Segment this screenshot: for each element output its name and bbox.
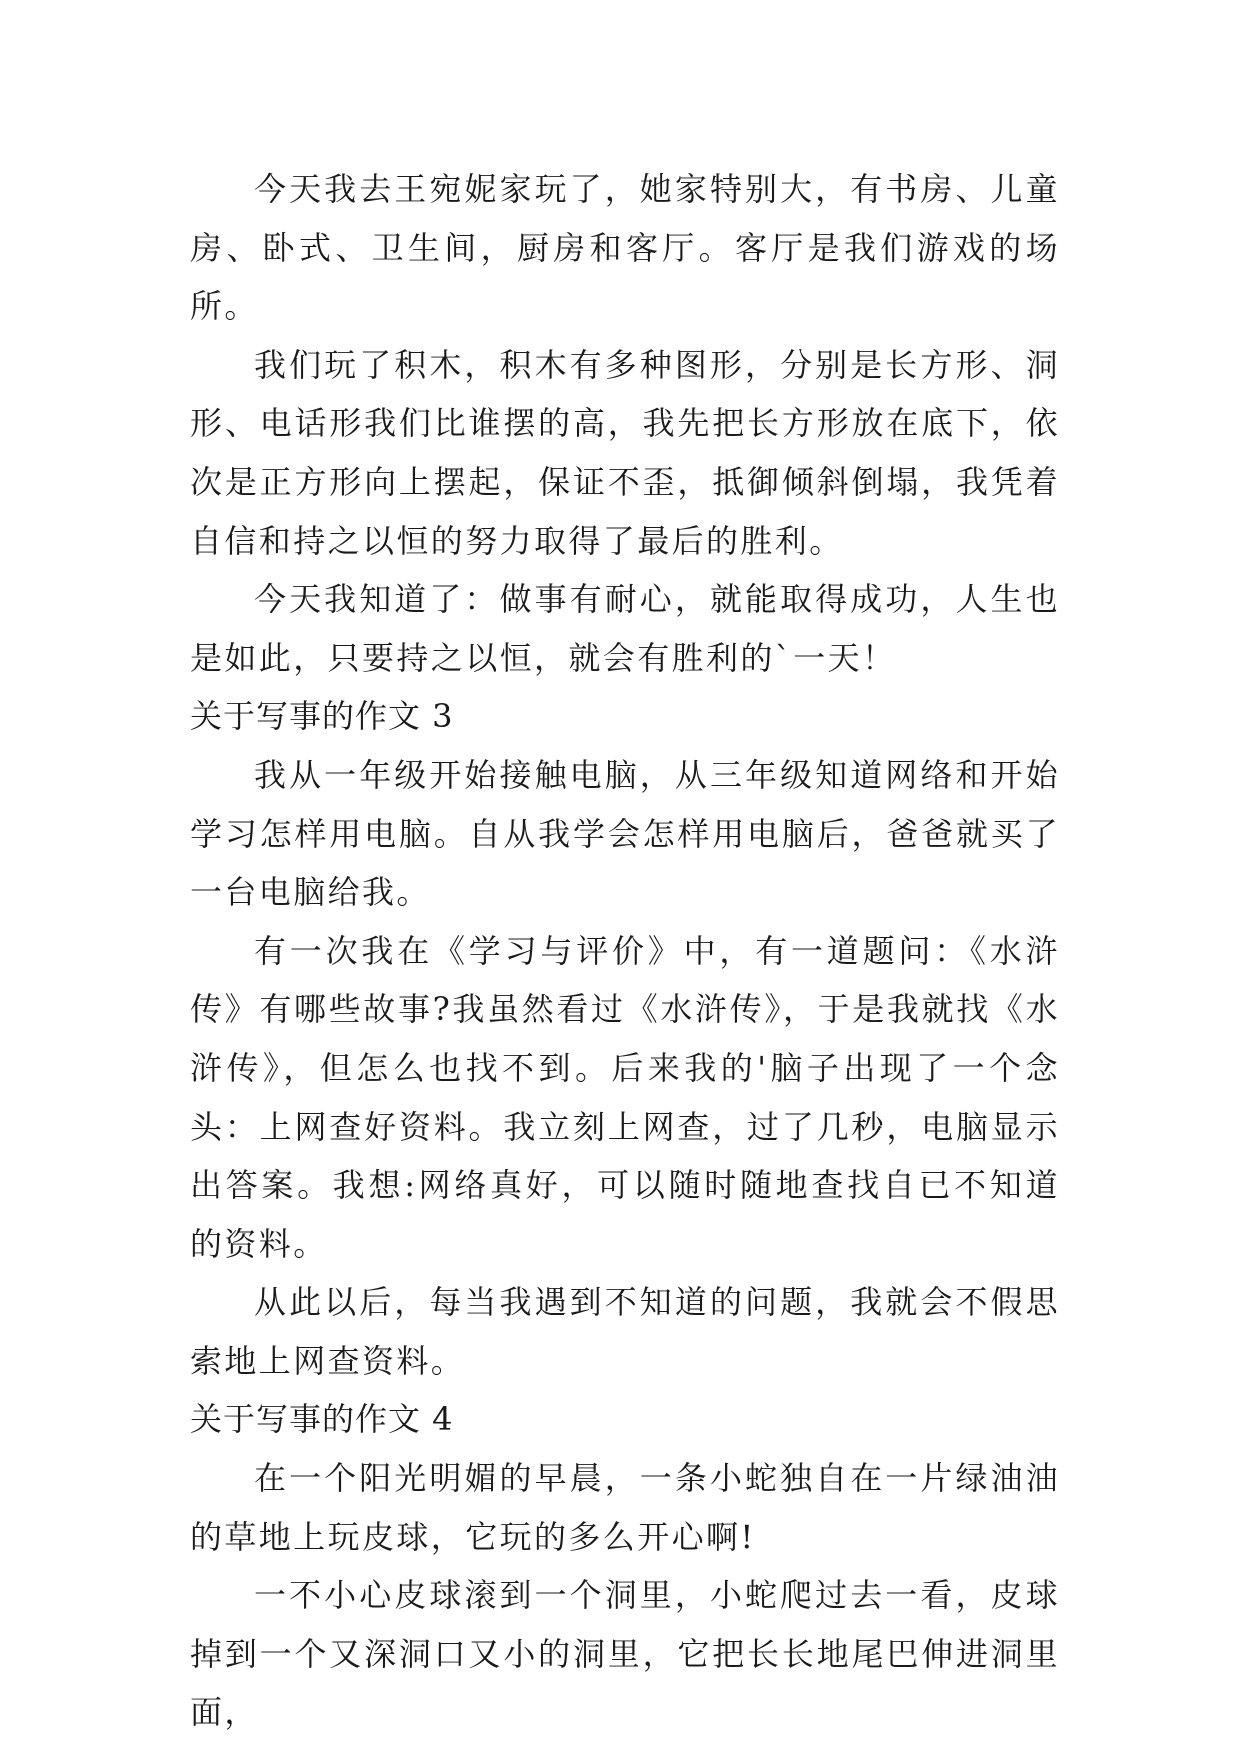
paragraph: 从此以后，每当我遇到不知道的问题，我就会不假思索地上网查资料。 [190, 1283, 1060, 1380]
section-heading: 关于写事的作文 3 [190, 697, 454, 736]
paragraph: 在一个阳光明媚的早晨，一条小蛇独自在一片绿油油的草地上玩皮球，它玩的多么开心啊! [190, 1459, 1060, 1556]
paragraph: 我从一年级开始接触电脑，从三年级知道网络和开始学习怎样用电脑。自从我学会怎样用电脑后，爸爸就买了一台电脑给我。 [190, 755, 1060, 912]
paragraph: 有一次我在《学习与评价》中，有一道题问：《水浒传》有哪些故事?我虽然看过《水浒传》，于是我就找《水浒传》，但怎么也找不到。后来我的'脑子出现了一个念头：上网查好资料。我立刻上网查，过了几秒，电脑显示出答案。我想:网络真好，可以随时随地查找自已不知道的资料。 [190, 931, 1060, 1263]
paragraph: 今天我去王宛妮家玩了，她家特别大，有书房、儿童房、卧式、卫生间，厨房和客厅。客厅是我们游戏的场所。 [190, 170, 1060, 326]
document-body [190, 160, 1060, 1742]
paragraph: 我们玩了积木，积木有多种图形，分别是长方形、洞形、电话形我们比谁摆的高，我先把长方形放在底下，依次是正方形向上摆起，保证不歪，抵御倾斜倒塌，我凭着自信和持之以恒的努力取得了最后的胜利。 [190, 345, 1060, 560]
paragraph: 一不小心皮球滚到一个洞里，小蛇爬过去一看，皮球掉到一个又深洞口又小的洞里，它把长长地尾巴伸进洞里面， [190, 1576, 1060, 1732]
section-heading: 关于写事的作文 4 [190, 1400, 454, 1439]
paragraph: 今天我知道了：做事有耐心，就能取得成功，人生也是如此，只要持之以恒，就会有胜利的`一天！ [190, 580, 1060, 677]
